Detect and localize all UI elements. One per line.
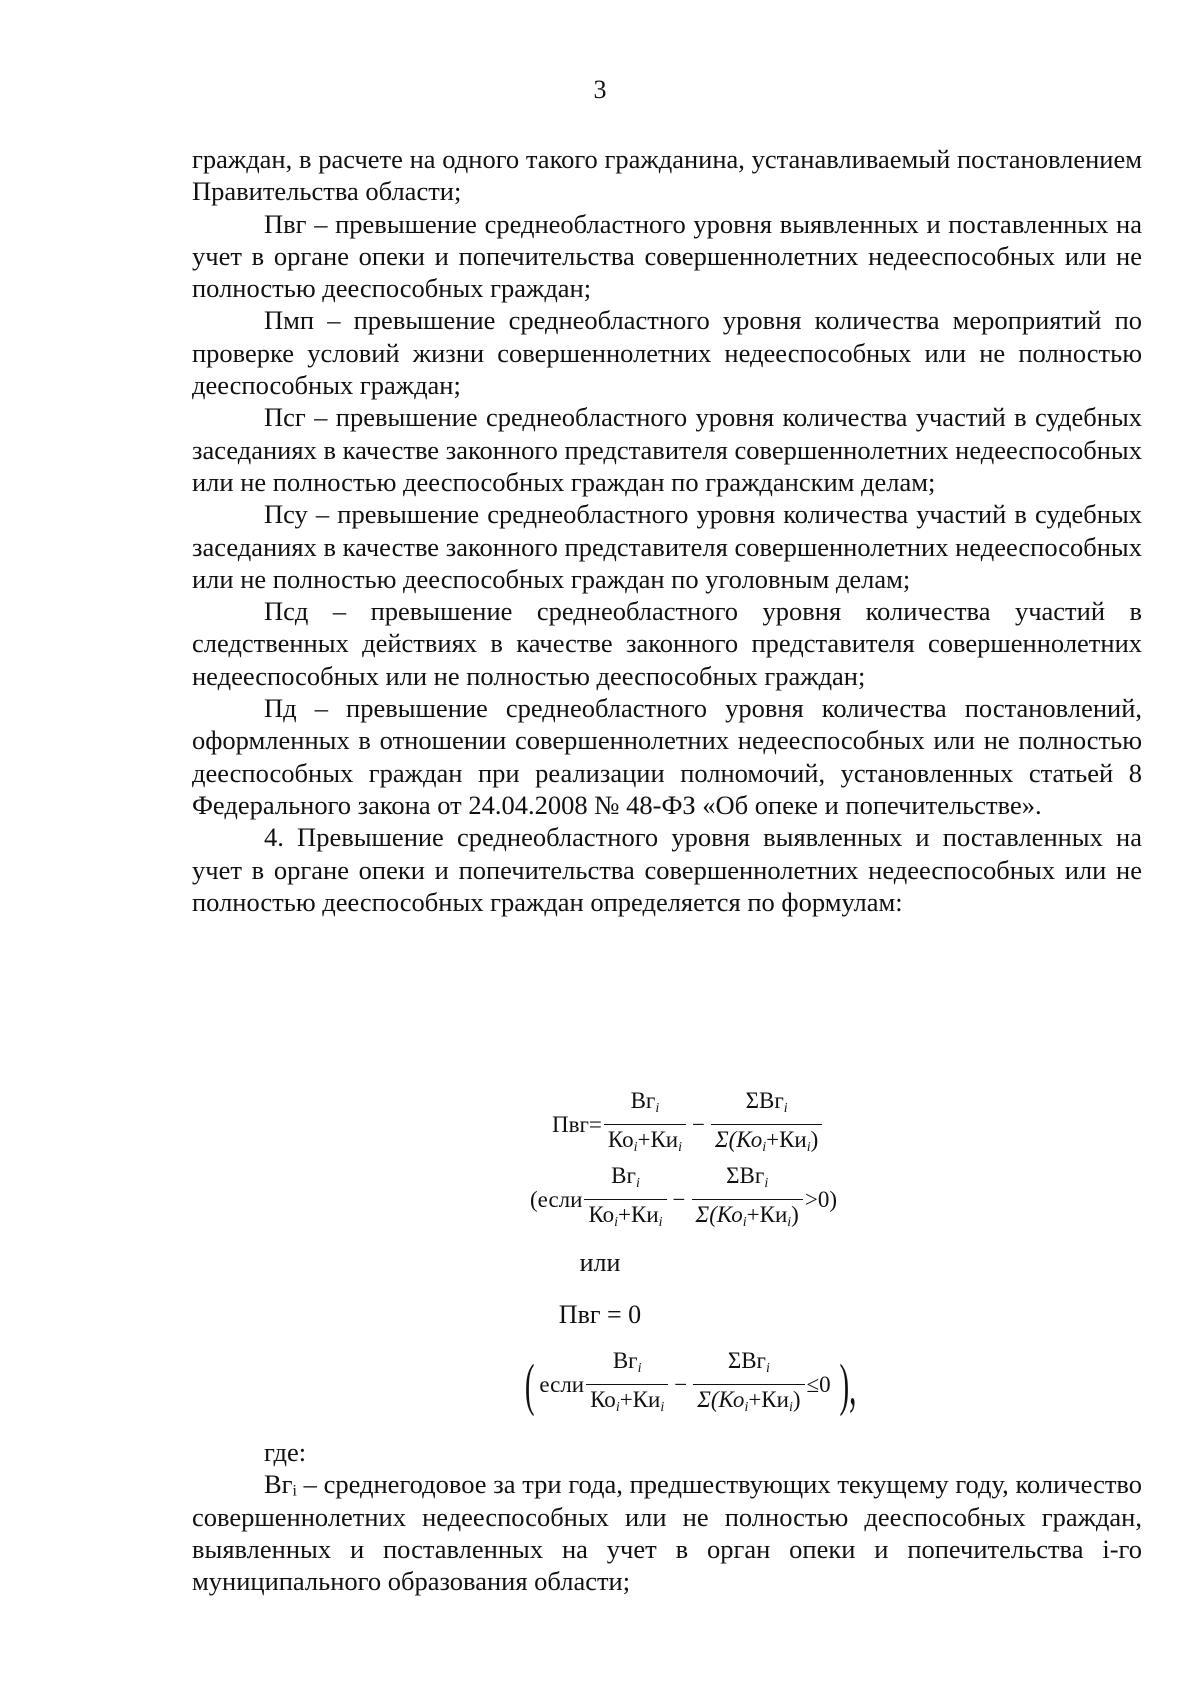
paragraph: где:	[264, 1437, 307, 1467]
paragraph: граждан, в расчете на одного такого гражданина, устанавливаемый постановлением Правительства области;	[192, 144, 1142, 207]
paragraph: Псг – превышение среднеобластного уровня количества участий в судебных заседаниях в качестве законного представителя совершеннолетних недееспособных или не полностью дееспособных граждан по гражданским делам;	[192, 402, 1142, 497]
fraction: $\frac{\Sigma Вг_i}{\Sigma(Ко_i+Ки_i)}$	[692, 1163, 803, 1236]
fraction: $\frac{\Sigma Вг_i}{\Sigma(Ко_i+Ки_i)}$	[711, 1088, 822, 1161]
paragraph: Пд – превышение среднеобластного уровня количества постановлений, оформленных в отношении совершеннолетних недееспособных или не полностью дееспособных граждан при реализации полномочий, установленных статьей 8 Федерального закона от 24.04.2008 № 48-ФЗ «Об опеке и попечительстве».	[192, 693, 1142, 820]
paragraph: Вгᵢ – среднегодовое за три года, предшествующих текущему году, количество совершеннолетних недееспособных или не полностью дееспособных граждан, выявленных и поставленных на учет в орган опеки и попечительства i-го муниципального образования области;	[192, 1469, 1142, 1597]
paragraph: Пмп – превышение среднеобластного уровня количества мероприятий по проверке условий жизни совершеннолетних недееспособных или не полностью дееспособных граждан;	[192, 305, 1142, 401]
fraction: $\frac{Вг_i}{Ко_i+Ки_i}$	[604, 1088, 686, 1161]
paragraph: Псд – превышение среднеобластного уровня количества участий в следственных действиях в качестве законного представителя совершеннолетних недееспособных или не полностью дееспособных граждан;	[192, 596, 1142, 691]
tail-text	[192, 1436, 1142, 1597]
formula-condition-positive: (если $\frac{Вг_i}{Ко_i+Ки_i}$ − $\frac{\Sigma Вг_i}{\Sigma(Ко_i+Ки_i)}$ >0)	[530, 1163, 837, 1236]
formula-condition-nonpositive: ( если $\frac{Вг_i}{Ко_i+Ки_i}$ − $\frac{\Sigma Вг_i}{\Sigma(Ко_i+Ки_i)}$ ≤0 ),	[520, 1348, 864, 1421]
page-number: 3	[593, 75, 607, 104]
fraction: $\frac{Вг_i}{Ко_i+Ки_i}$	[584, 1163, 666, 1236]
formula-zero: Пвг = 0	[558, 1300, 642, 1329]
formula-pvg: Пвг= $\frac{Вг_i}{Ко_i+Ки_i}$ − $\frac{\Sigma Вг_i}{\Sigma(Ко_i+Ки_i)}$	[552, 1088, 824, 1161]
paragraph: Псу – превышение среднеобластного уровня количества участий в судебных заседаниях в качестве законного представителя совершеннолетних недееспособных или не полностью дееспособных граждан по уголовным делам;	[192, 499, 1142, 594]
fraction: $\frac{Вг_i}{Ко_i+Ки_i}$	[586, 1348, 668, 1421]
or-word: или	[579, 1248, 621, 1277]
paragraph: Пвг – превышение среднеобластного уровня выявленных и поставленных на учет в органе опеки и попечительства совершеннолетних недееспособных или не полностью дееспособных граждан;	[192, 208, 1142, 304]
body-text	[192, 143, 1142, 918]
fraction: $\frac{\Sigma Вг_i}{\Sigma(Ко_i+Ки_i)}$	[693, 1348, 804, 1421]
formula-lhs: Пвг=	[552, 1111, 602, 1137]
paragraph: 4. Превышение среднеобластного уровня выявленных и поставленных на учет в органе опеки и попечительства совершеннолетних недееспособных или не полностью дееспособных граждан определяется по формулам:	[192, 822, 1142, 917]
